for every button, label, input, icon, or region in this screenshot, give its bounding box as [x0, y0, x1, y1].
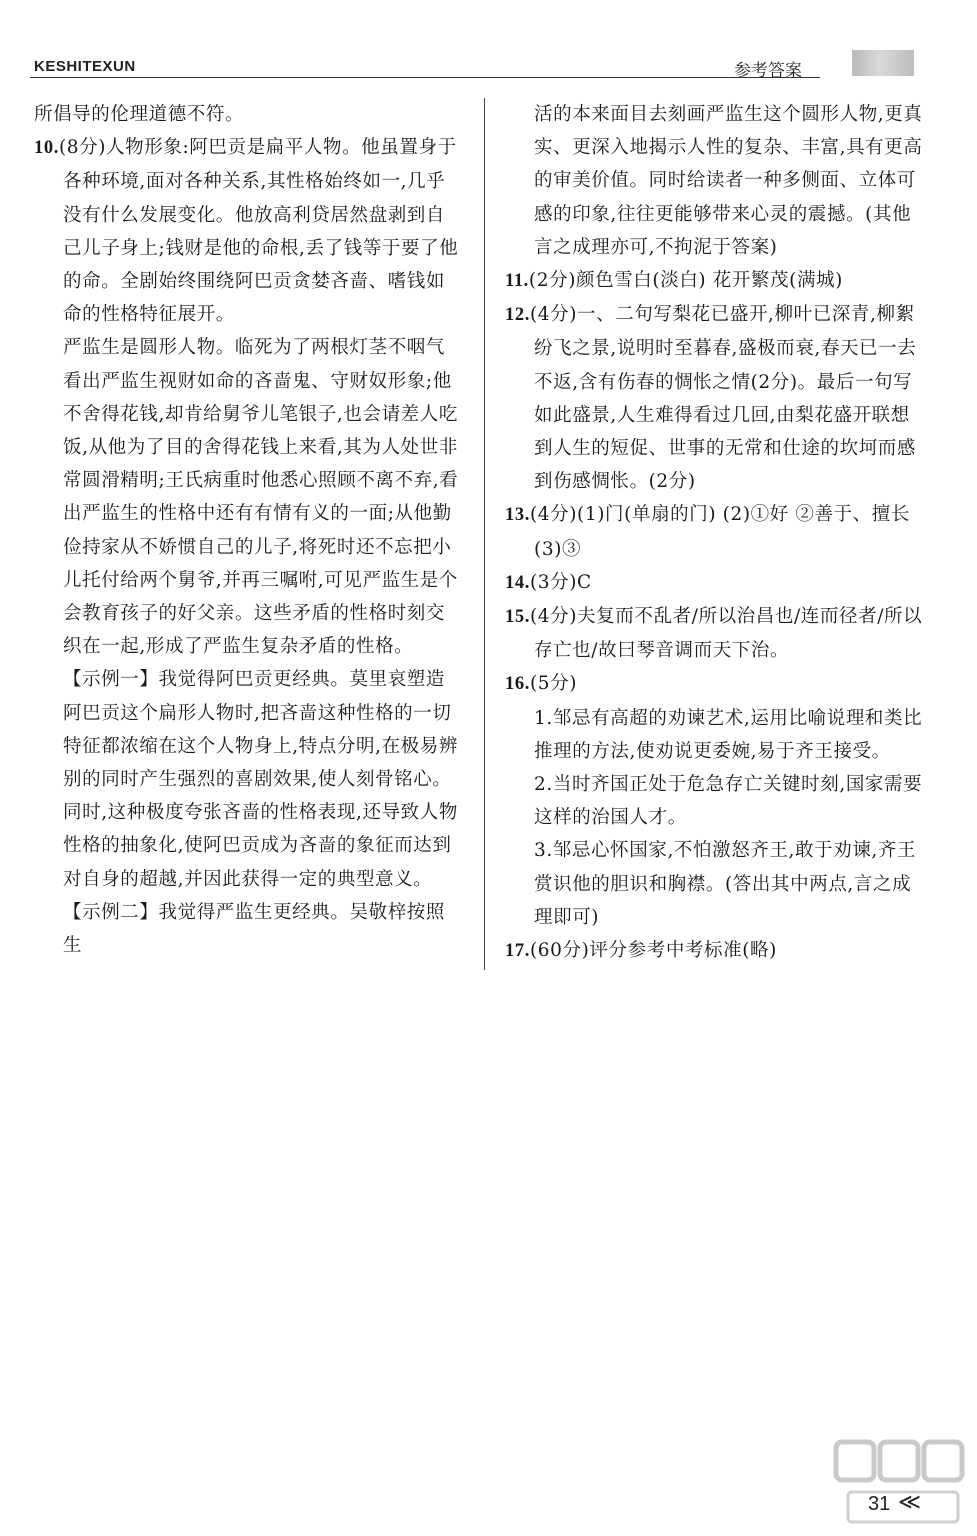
header-brand: KESHITEXUN [34, 58, 136, 75]
answer-text: (2分)颜色雪白(淡白) 花开繁茂(满城) [528, 270, 843, 292]
page-arrow-icon: ≪ [898, 1490, 922, 1515]
header-section-title: 参考答案 [734, 61, 802, 81]
answer-paragraph: 【示例一】我觉得阿巴贡更经典。莫里哀塑造阿巴贡这个扁形人物时,把吝啬这种性格的一切特征都浓缩在这个人物身上,特点分明,在极易辨别的同时产生强烈的喜剧效果,使人刻骨铭心。同时,这种极度夸张吝啬的性格表现,还导致人物性格的抽象化,使阿巴贡成为吝啬的象征而达到对自身的超越,并因此获得一定的典型意义。 [63, 669, 458, 890]
item-number: 10. [34, 138, 59, 159]
header-gray-tab [852, 50, 914, 76]
item-number: 13. [505, 505, 530, 526]
answer-item-12 [505, 298, 925, 498]
item-number: 14. [505, 572, 530, 593]
answer-text: (4分)夫复而不乱者/所以治昌也/连而径者/所以存亡也/故曰琴音调而天下治。 [529, 606, 923, 662]
answer-item-16 [505, 667, 925, 701]
page-number: 31 [868, 1493, 891, 1515]
answer-text: (8分)人物形象:阿巴贡是扁平人物。他虽置身于各种环境,面对各种关系,其性格始终如一,几乎没有什么发展变化。他放高利贷居然盘剥到自己儿子身上;钱财是他的命根,丢了钱等于要了他的命。全剧始终围绕阿巴贡贪婪吝啬、嗜钱如命的性格特征展开。 [58, 137, 459, 326]
answer-text: 所倡导的伦理道德不符。 [34, 104, 245, 125]
answer-item-10 [34, 131, 462, 331]
answer-text: (60分)评分参考中考标准(略) [529, 940, 777, 962]
answer-subpoint: 3.邹忌心怀国家,不怕激怒齐王,敢于劝谏,齐王赏识他的胆识和胸襟。(答出其中两点,言之成理即可) [534, 840, 917, 928]
answer-subpoint: 1.邹忌有高超的劝谏艺术,运用比喻说理和类比推理的方法,使劝说更委婉,易于齐王接受。 [534, 707, 923, 762]
item-number: 16. [505, 674, 530, 695]
answer-text: (3分)C [529, 571, 592, 593]
answer-item-15 [505, 600, 925, 667]
item-number: 17. [505, 941, 530, 962]
watermark-logo-icon [828, 1436, 968, 1531]
answer-item-14 [505, 566, 925, 600]
left-column [34, 98, 462, 962]
answer-text: (4分)一、二句写梨花已盛开,柳叶已深青,柳絮纷飞之景,说明时至暮春,盛极而衰,春天已一去不返,含有伤春的惆怅之情(2分)。最后一句写如此盛景,人生难得看过几回,由梨花盛开联想到人生的短促、世事的无常和仕途的坎坷而感到伤感惆怅。(2分) [529, 304, 917, 493]
right-column [505, 98, 925, 968]
answer-paragraph: 严监生是圆形人物。临死为了两根灯茎不咽气看出严监生视财如命的吝啬鬼、守财奴形象;他不舍得花钱,却肯给舅爷儿笔银子,也会请差人吃饭,从他为了目的舍得花钱上来看,其为人处世非常圆滑精明;王氏病重时他悉心照顾不离不弃,看出严监生的性格中还有有情有义的一面;从他勤俭持家从不娇惯自己的儿子,将死时还不忘把小儿托付给两个舅爷,并再三嘱咐,可见严监生是个会教育孩子的好父亲。这些矛盾的性格时刻交织在一起,形成了严监生复杂矛盾的性格。 [63, 337, 459, 658]
answer-paragraph: 【示例二】我觉得严监生更经典。吴敬梓按照生 [63, 901, 446, 957]
item-number: 15. [505, 607, 530, 628]
answer-item-17 [505, 934, 925, 968]
item-number: 11. [505, 271, 529, 292]
answer-item-13 [505, 498, 925, 565]
answer-text: (5分) [529, 673, 578, 695]
answer-paragraph: 活的本来面目去刻画严监生这个圆形人物,更真实、更深入地揭示人性的复杂、丰富,具有更高的审美价值。同时给读者一种多侧面、立体可感的印象,往往更能够带来心灵的震撼。(其他言之成理亦可,不拘泥于答案) [534, 104, 923, 258]
column-divider [484, 98, 485, 970]
header-rule [30, 77, 820, 78]
item-number: 12. [505, 305, 530, 326]
answer-item-11 [505, 264, 925, 298]
answer-subpoint: 2.当时齐国正处于危急存亡关键时刻,国家需要这样的治国人才。 [534, 774, 923, 829]
answer-text: (4分)(1)门(单扇的门) (2)①好 ②善于、擅长 (3)③ [529, 504, 910, 560]
